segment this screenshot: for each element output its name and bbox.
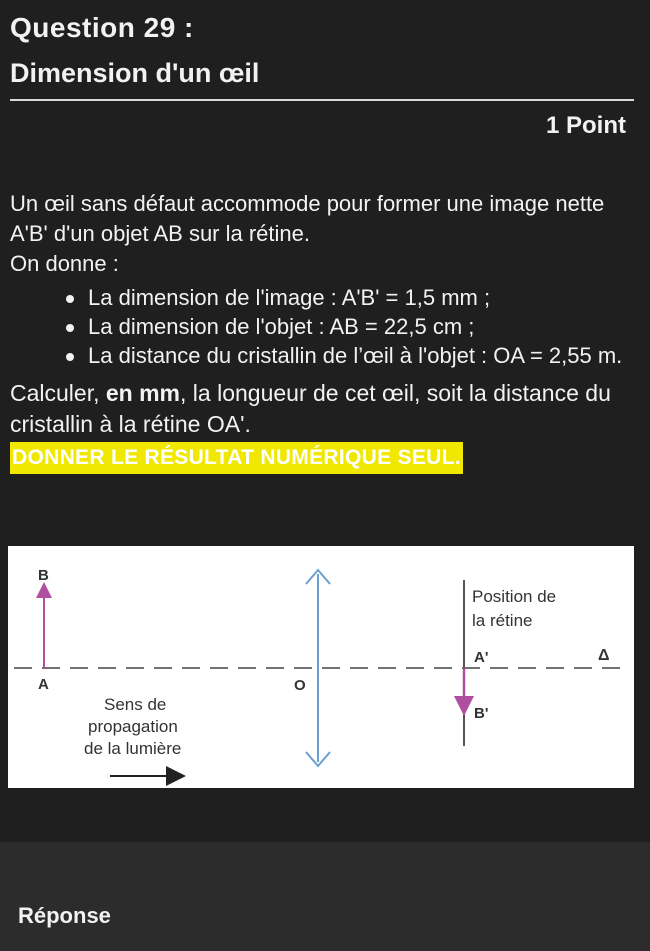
- givens-list: [10, 283, 630, 370]
- label-Aprime: A': [474, 649, 489, 666]
- given-item: La dimension de l'objet : AB = 22,5 cm ;: [88, 312, 630, 341]
- question-body: [10, 189, 630, 474]
- label-A: A: [38, 676, 49, 693]
- propagation-label-3: de la lumière: [84, 739, 182, 758]
- given-label: On donne :: [10, 251, 119, 276]
- question-title: Question 29 :: [10, 12, 194, 43]
- given-item: La distance du cristallin de l’œil à l'objet : OA = 2,55 m.: [88, 341, 630, 370]
- answer-panel[interactable]: [0, 842, 650, 951]
- retina-label-1: Position de: [472, 587, 557, 606]
- result-instruction: DONNER LE RÉSULTAT NUMÉRIQUE SEUL.: [10, 442, 463, 474]
- given-item: La dimension de l'image : A'B' = 1,5 mm ;: [88, 283, 630, 312]
- label-O: O: [294, 677, 306, 694]
- divider: [10, 99, 634, 101]
- intro-text: Un œil sans défaut accommode pour former une image nette A'B' d'un objet AB sur la rétine.: [10, 191, 605, 246]
- calc-unit-bold: en mm: [105, 380, 181, 406]
- calc-instruction: [10, 378, 630, 440]
- label-delta: Δ: [598, 647, 610, 664]
- label-B: B: [38, 567, 49, 584]
- label-Bprime: B': [474, 705, 489, 722]
- calc-text-end: , la longueur de cet œil, soit la distance du cristallin à la rétine OA'.: [10, 380, 611, 437]
- calc-text-start: Calculer,: [10, 380, 106, 406]
- propagation-label-2: propagation: [88, 717, 178, 736]
- retina-label-2: la rétine: [472, 611, 533, 630]
- propagation-label-1: Sens de: [104, 695, 167, 714]
- question-subtitle: Dimension d'un œil: [10, 58, 260, 88]
- answer-label: Réponse: [18, 903, 111, 928]
- optics-diagram: [8, 546, 634, 788]
- points-label: 1 Point: [545, 112, 626, 139]
